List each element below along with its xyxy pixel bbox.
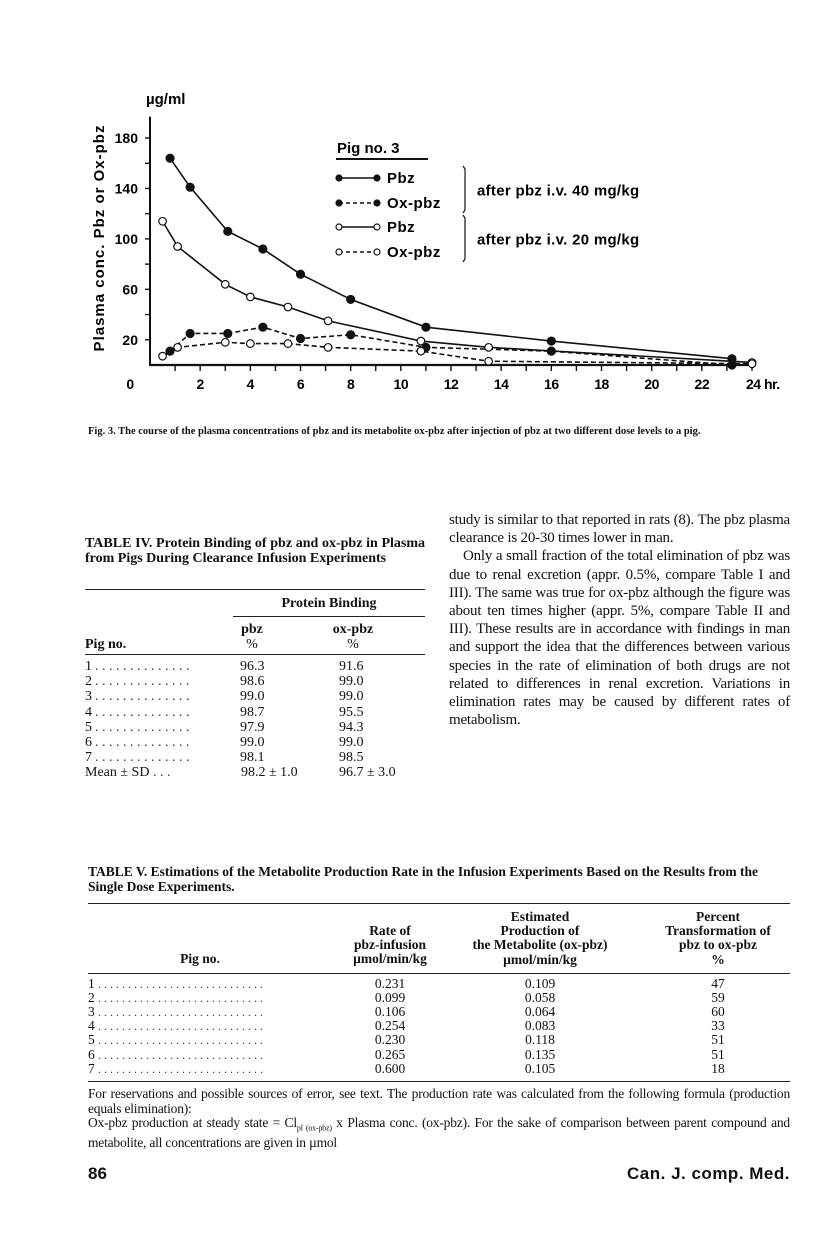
- table5-rate-value: 0.600: [374, 1060, 406, 1076]
- table4-oxpbz-value: 96.7 ± 3.0: [339, 765, 396, 781]
- legend-marker: [374, 249, 380, 255]
- legend-marker: [336, 249, 342, 255]
- data-point: [284, 340, 292, 348]
- table5-estimated-value: 0.083: [524, 1018, 556, 1034]
- table5-percent-value: 60: [711, 1004, 725, 1020]
- x-tick-label: 2: [196, 376, 204, 392]
- table5-percent-value: 33: [711, 1018, 725, 1034]
- table5-pig-no: 7: [88, 1060, 95, 1076]
- table5-footnote: [88, 1087, 790, 1151]
- note2-formula-start: Ox-pbz production at steady state = Cl: [88, 1115, 297, 1130]
- table4-oxpbz-value: 94.3: [339, 719, 364, 735]
- x-tick-label: 6: [296, 376, 305, 392]
- series-line-1: [170, 327, 732, 365]
- data-point: [417, 347, 425, 355]
- table5-pig-no: 3: [88, 1004, 95, 1020]
- data-point: [224, 329, 232, 337]
- legend-label: Ox-pbz: [387, 195, 441, 212]
- header-line: Estimated: [510, 909, 570, 924]
- table5-estimated-value: 0.118: [525, 1032, 555, 1048]
- table5-rate-value: 0.254: [374, 1018, 406, 1034]
- table5-estimated-value: 0.064: [524, 1004, 556, 1020]
- table5-percent-value: 51: [711, 1032, 725, 1048]
- table4-pig-no: 3: [85, 689, 92, 705]
- table5-title: TABLE V. Estimations of the Metabolite Production Rate in the Infusion Experiments Based on the Results from the Single Dose Experiments.: [88, 864, 759, 894]
- legend-marker: [336, 200, 342, 206]
- data-point: [174, 243, 182, 251]
- legend-group-label: after pbz i.v. 20 mg/kg: [477, 231, 640, 249]
- table4-oxpbz-value: 91.6: [339, 659, 364, 674]
- table5-percent-value: 59: [711, 990, 725, 1006]
- table5-col-rate: [330, 924, 450, 967]
- legend-title: Pig no. 3: [337, 140, 400, 157]
- table4-pig-no: 2: [85, 674, 92, 690]
- y-tick-label: 180: [114, 130, 138, 147]
- table4-pig-no: Mean ± SD: [85, 765, 150, 781]
- leader-dots: . . . . . . . . . . . . . .: [95, 735, 190, 750]
- table5-pig-no: 4: [88, 1018, 95, 1034]
- header-line: Percent: [696, 909, 740, 924]
- x-tick-label: 4: [246, 376, 254, 392]
- legend-marker: [336, 175, 342, 181]
- table4-header-rule: [85, 654, 425, 655]
- table4-oxpbz-value: 95.5: [339, 704, 364, 720]
- header-line: µmol/min/kg: [503, 951, 577, 967]
- y-axis-label: Plasma conc. Pbz or Ox-pbz: [91, 124, 108, 352]
- data-point: [324, 344, 332, 352]
- y-tick-label: 20: [122, 331, 138, 348]
- leader-dots: . . . . . . . . . . . . . .: [95, 674, 190, 690]
- legend-label: Ox-pbz: [387, 244, 441, 261]
- leader-dots: . . . . . . . . . . . . . . . . . . . . . . . . . . . .: [98, 991, 263, 1006]
- data-point: [347, 295, 355, 303]
- leader-dots: . . . . . . . . . . . . . . . . . . . . . . . . . . . .: [98, 977, 263, 991]
- data-point: [224, 227, 232, 235]
- x-tick-label: 10: [393, 376, 409, 392]
- legend-group-label: after pbz i.v. 40 mg/kg: [477, 182, 640, 200]
- y-tick-label: 60: [122, 281, 138, 298]
- table4-oxpbz-value: 99.0: [339, 674, 364, 690]
- data-point: [297, 335, 305, 343]
- table4-oxpbz-value: 99.0: [339, 689, 364, 705]
- data-point: [247, 293, 255, 301]
- table4-pbz-value: 97.9: [240, 719, 265, 735]
- table4-pbz-value: 98.2 ± 1.0: [241, 765, 298, 781]
- body-paragraph-1: study is similar to that reported in rats (8). The pbz plasma clearance is 20-30 times lower in man.: [449, 512, 790, 547]
- data-point: [247, 340, 255, 348]
- legend-brace: [463, 215, 465, 262]
- legend-marker: [374, 224, 380, 230]
- table5-estimated-value: 0.135: [524, 1046, 556, 1062]
- leader-dots: . . . . . . . . . . . . . . . . . . . . . . . . . . . .: [98, 1005, 263, 1020]
- table5-col-estimated: [455, 910, 625, 967]
- table4-pbz-value: 99.0: [240, 735, 265, 750]
- table4-group-header: Protein Binding: [281, 596, 377, 611]
- table5-rate-value: 0.106: [374, 1004, 406, 1020]
- x-tick-label: 0: [126, 376, 134, 392]
- data-point: [324, 317, 332, 325]
- table4-title: TABLE IV. Protein Binding of pbz and ox-pbz in Plasma from Pigs During Clearance Infusion Experiments: [85, 536, 425, 566]
- table4-pig-no: 4: [85, 704, 92, 720]
- journal-name: Can. J. comp. Med.: [627, 1164, 790, 1183]
- x-tick-label: 8: [347, 376, 355, 392]
- table4-oxpbz-value: 98.5: [339, 750, 364, 766]
- table4-col-pig: Pig no.: [85, 637, 127, 652]
- data-point: [174, 344, 182, 352]
- data-point: [259, 245, 267, 253]
- leader-dots: . . . . . . . . . . . . . .: [95, 719, 190, 735]
- data-point: [297, 270, 305, 278]
- legend-label: Pbz: [387, 219, 416, 236]
- table5-note-1: For reservations and possible sources of error, see text. The production rate was calculated from the following formula (production equals elimination):: [88, 1086, 790, 1116]
- data-point: [485, 357, 493, 365]
- table4-col-pbz: pbz: [241, 622, 263, 637]
- note2-subscript: pl (ox-pbz): [296, 1123, 332, 1133]
- table5-rate-value: 0.099: [374, 990, 406, 1006]
- data-point: [422, 323, 430, 331]
- table4-col-pbz-unit: %: [246, 637, 258, 652]
- table5-percent-value: 47: [711, 976, 725, 991]
- header-line: %: [711, 951, 725, 967]
- table4-oxpbz-value: 99.0: [339, 735, 364, 750]
- body-text-column: [449, 511, 790, 729]
- table4-pig-no: 1: [85, 659, 92, 674]
- legend-brace: [463, 166, 465, 213]
- table4-pbz-value: 99.0: [240, 689, 265, 705]
- legend-marker: [374, 175, 380, 181]
- note2-formula-rest: x Plasma conc. (ox-pbz). For the sake of comparison between parent compound and metabolite, all concentrations are given in µmol: [88, 1115, 790, 1151]
- table5-estimated-value: 0.058: [524, 990, 556, 1006]
- table4-pbz-value: 96.3: [240, 659, 265, 674]
- data-point: [159, 352, 167, 360]
- header-line: Production of: [500, 923, 580, 939]
- table5-pig-no: 5: [88, 1032, 95, 1048]
- table4-col-oxpbz: ox-pbz: [332, 622, 374, 637]
- leader-dots: . . . . . . . . . . . . . .: [95, 750, 190, 766]
- leader-dots: . . . . . . . . . . . . . .: [95, 659, 190, 674]
- data-point: [186, 183, 194, 191]
- data-point: [159, 217, 167, 225]
- table5-pig-no: 2: [88, 990, 95, 1006]
- data-point: [347, 331, 355, 339]
- data-point: [221, 339, 229, 347]
- x-tick-label: 22: [694, 376, 710, 392]
- data-point: [221, 280, 229, 288]
- y-tick-label: 100: [114, 230, 138, 247]
- data-point: [259, 323, 267, 331]
- x-tick-label: 12: [443, 376, 459, 392]
- table4-pig-no: 6: [85, 735, 92, 750]
- table5-estimated-value: 0.105: [524, 1060, 556, 1076]
- table5-rate-value: 0.230: [374, 1032, 406, 1048]
- header-line: pbz-infusion: [353, 937, 427, 953]
- table5-percent-value: 51: [711, 1046, 725, 1062]
- legend-label: Pbz: [387, 170, 416, 187]
- legend-marker: [374, 200, 380, 206]
- table4-pbz-value: 98.7: [240, 704, 265, 720]
- figure-caption: Fig. 3. The course of the plasma concentrations of pbz and its metabolite ox-pbz after injection of pbz at two different dose levels to a pig.: [88, 426, 701, 437]
- table5-pig-no: 6: [88, 1046, 95, 1062]
- table5-percent-value: 18: [711, 1060, 725, 1076]
- leader-dots: . . .: [153, 765, 171, 781]
- table5-rate-value: 0.231: [374, 976, 406, 991]
- data-point: [547, 337, 555, 345]
- header-line: Rate of: [369, 923, 411, 938]
- leader-dots: . . . . . . . . . . . . . .: [95, 689, 190, 705]
- table4-pbz-value: 98.6: [240, 674, 265, 690]
- header-line: the Metabolite (ox-pbz): [472, 937, 608, 953]
- leader-dots: . . . . . . . . . . . . . . . . . . . . . . . . . . . .: [98, 1047, 263, 1062]
- x-tick-label: 16: [544, 376, 559, 392]
- leader-dots: . . . . . . . . . . . . . . . . . . . . . . . . . . . .: [98, 1033, 263, 1048]
- table5-header-rule: [88, 973, 790, 974]
- data-point: [485, 344, 493, 352]
- table5-col-pig: Pig no.: [180, 951, 220, 966]
- table4-group-rule: [233, 616, 425, 617]
- table5-col-percent: [640, 910, 796, 967]
- table5-pig-no: 1: [88, 976, 95, 991]
- data-point: [748, 360, 756, 368]
- data-point: [186, 329, 194, 337]
- leader-dots: . . . . . . . . . . . . . .: [95, 704, 190, 720]
- data-point: [166, 154, 174, 162]
- header-line: µmol/min/kg: [353, 951, 427, 967]
- table5-estimated-value: 0.109: [524, 976, 556, 991]
- leader-dots: . . . . . . . . . . . . . . . . . . . . . . . . . . . .: [98, 1019, 263, 1034]
- table5-note-2: [88, 1116, 790, 1151]
- table5-rate-value: 0.265: [374, 1046, 406, 1062]
- x-tick-label: 14: [493, 376, 509, 392]
- table5-top-rule: [88, 903, 790, 904]
- table4-col-oxpbz-unit: %: [347, 637, 359, 652]
- header-line: pbz to ox-pbz: [678, 937, 757, 953]
- y-unit-label: µg/ml: [146, 91, 186, 108]
- table4-top-rule: [85, 589, 425, 590]
- leader-dots: . . . . . . . . . . . . . . . . . . . . . . . . . . . .: [98, 1061, 263, 1076]
- header-line: Transformation of: [665, 923, 771, 939]
- x-tick-label: 24 hr.: [746, 376, 780, 392]
- page-number: 86: [88, 1164, 107, 1183]
- y-tick-label: 140: [114, 180, 138, 197]
- table5-bottom-rule: [88, 1081, 790, 1082]
- x-tick-label: 20: [644, 376, 659, 392]
- fig3-chart: [0, 0, 816, 420]
- data-point: [417, 337, 425, 345]
- data-point: [284, 303, 292, 311]
- table4-pig-no: 5: [85, 719, 92, 735]
- legend-marker: [336, 224, 342, 230]
- table4-pbz-value: 98.1: [240, 750, 265, 766]
- body-paragraph-2: Only a small fraction of the total elimination of pbz was due to renal excretion (appr. 0.5%, compare Table I and III). The same was true for ox-pbz although the figure was about ten times higher (appr. 5%, compare Table II and III). These results are in accordance with findings in man and support the idea that the differences between various species in the rate of elimination of both drugs are not related to differences in renal excretion. Variations in elimination rates may be caused by different rates of metabolism.: [449, 548, 790, 729]
- x-tick-label: 18: [594, 376, 609, 392]
- table4-pig-no: 7: [85, 750, 92, 766]
